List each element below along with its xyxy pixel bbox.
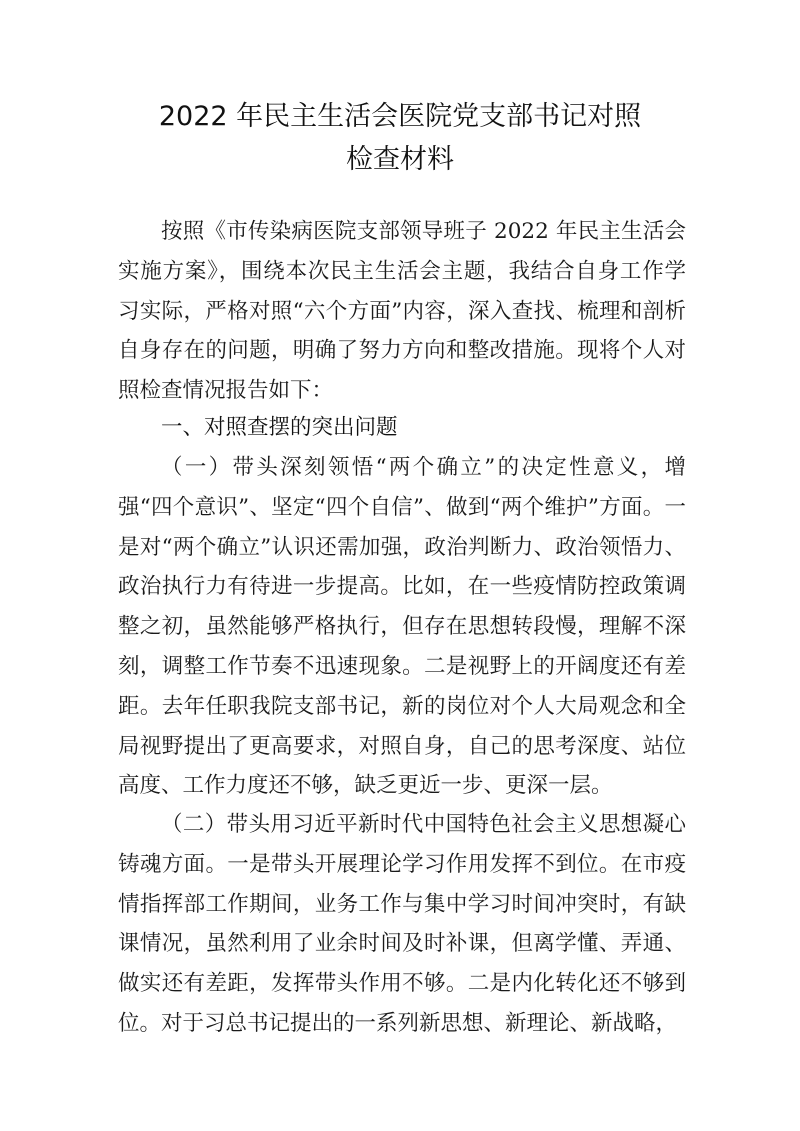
document-title-line-1: 2022 年民主生活会医院党支部书记对照 xyxy=(158,101,642,132)
section-heading: 一、对照查摆的突出问题 xyxy=(161,415,398,440)
intro-paragraph: 按照《市传染病医院支部领导班子 2022 年民主生活会实施方案》，围绕本次民主生活会主题，我结合自身工作学习实际，严格对照“六个方面”内容，深入查找、梳理和剖析自身存在的问题，明确了努力方向和整改措施。现将个人对照检查情况报告如下： xyxy=(118,219,686,404)
document-title-line-2: 检查材料 xyxy=(346,144,454,175)
body-paragraph: （二）带头用习近平新时代中国特色社会主义思想凝心铸魂方面。一是带头开展理论学习作用发挥不到位。在市疫情指挥部工作期间，业务工作与集中学习时间冲突时，有缺课情况，虽然利用了业余时间及时补课，但离学懂、弄通、做实还有差距，发挥带头作用不够。二是内化转化还不够到位。对于习总书记提出的一系列新思想、新理论、新战略， xyxy=(118,812,686,1036)
body-paragraph: （一）带头深刻领悟“两个确立”的决定性意义，增强“四个意识”、坚定“四个自信”、做到“两个维护”方面。一是对“两个确立”认识还需加强，政治判断力、政治领悟力、政治执行力有待进一步提高。比如，在一些疫情防控政策调整之初，虽然能够严格执行，但存在思想转段慢，理解不深刻，调整工作节奏不迅速现象。二是视野上的开阔度还有差距。去年任职我院支部书记，新的岗位对个人大局观念和全局视野提出了更高要求，对照自身，自己的思考深度、站位高度、工作力度还不够，缺乏更近一步、更深一层。 xyxy=(118,455,686,799)
